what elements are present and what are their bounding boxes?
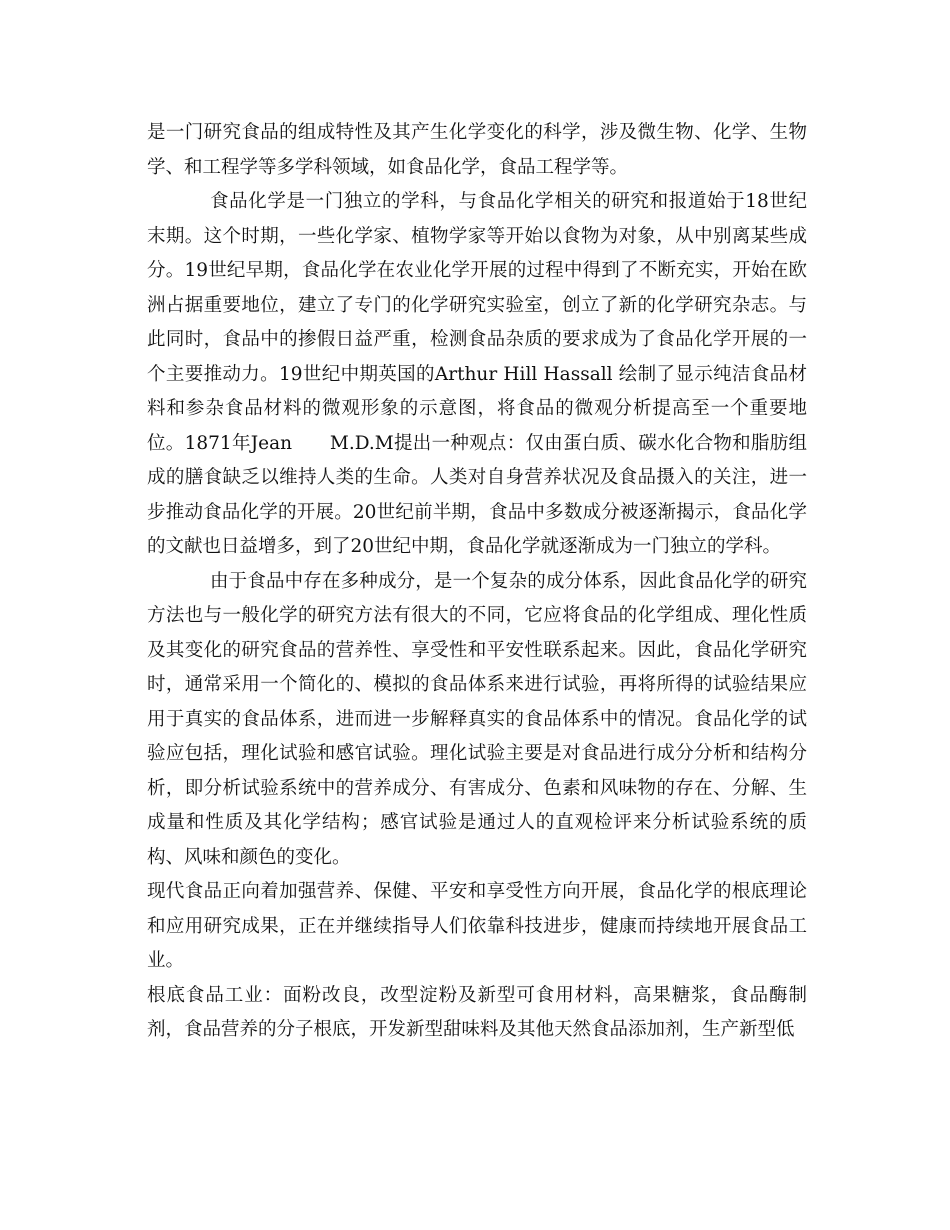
paragraph-intro-continuation: 是一门研究食品的组成特性及其产生化学变化的科学，涉及微生物、化学、生物学、和工程学等多学科领域，如食品化学，食品工程学等。 — [147, 122, 807, 178]
paragraph-modern-food: 现代食品正向着加强营养、保健、平安和享受性方向开展，食品化学的根底理论和应用研究成果，正在并继续指导人们依靠科技进步，健康而持续地开展食品工业。 — [147, 881, 807, 971]
paragraph-research-methods: 由于食品中存在多种成分，是一个复杂的成分体系，因此食品化学的研究方法也与一般化学的研究方法有很大的不同，它应将食品的化学组成、理化性质及其变化的研究食品的营养性、享受性和平安性联系起来。因此，食品化学研究时，通常采用一个简化的、模拟的食品体系来进行试验，再将所得的试验结果应用于真实的食品体系，进而进一步解释真实的食品体系中的情况。食品化学的试验应包括，理化试验和感官试验。理化试验主要是对食品进行成分分析和结构分析，即分析试验系统中的营养成分、有害成分、色素和风味物的存在、分解、生成量和性质及其化学结构；感官试验是通过人的直观检评来分析试验系统的质构、风味和颜色的变化。 — [147, 570, 807, 868]
paragraph-basic-food-industry: 根底食品工业：面粉改良，改型淀粉及新型可食用材料，高果糖浆，食品酶制剂，食品营养的分子根底，开发新型甜味料及其他天然食品添加剂，生产新型低 — [147, 984, 807, 1040]
document-body — [147, 116, 807, 1048]
paragraph-history: 食品化学是一门独立的学科，与食品化学相关的研究和报道始于18世纪末期。这个时期，一些化学家、植物学家等开始以食物为对象，从中别离某些成分。19世纪早期，食品化学在农业化学开展的过程中得到了不断充实，开始在欧洲占据重要地位，建立了专门的化学研究实验室，创立了新的化学研究杂志。与此同时，食品中的掺假日益严重，检测食品杂质的要求成为了食品化学开展的一个主要推动力。19世纪中期英国的Arthur Hill Hassall 绘制了显示纯洁食品材料和参杂食品材料的微观形象的示意图，将食品的微观分析提高至一个重要地位。1871年Jean M.D.M提出一种观点：仅由蛋白质、碳水化合物和脂肪组成的膳食缺乏以维持人类的生命。人类对自身营养状况及食品摄入的关注，进一步推动食品化学的开展。20世纪前半期，食品中多数成分被逐渐揭示，食品化学的文献也日益增多，到了20世纪中期，食品化学就逐渐成为一门独立的学科。 — [147, 191, 807, 557]
